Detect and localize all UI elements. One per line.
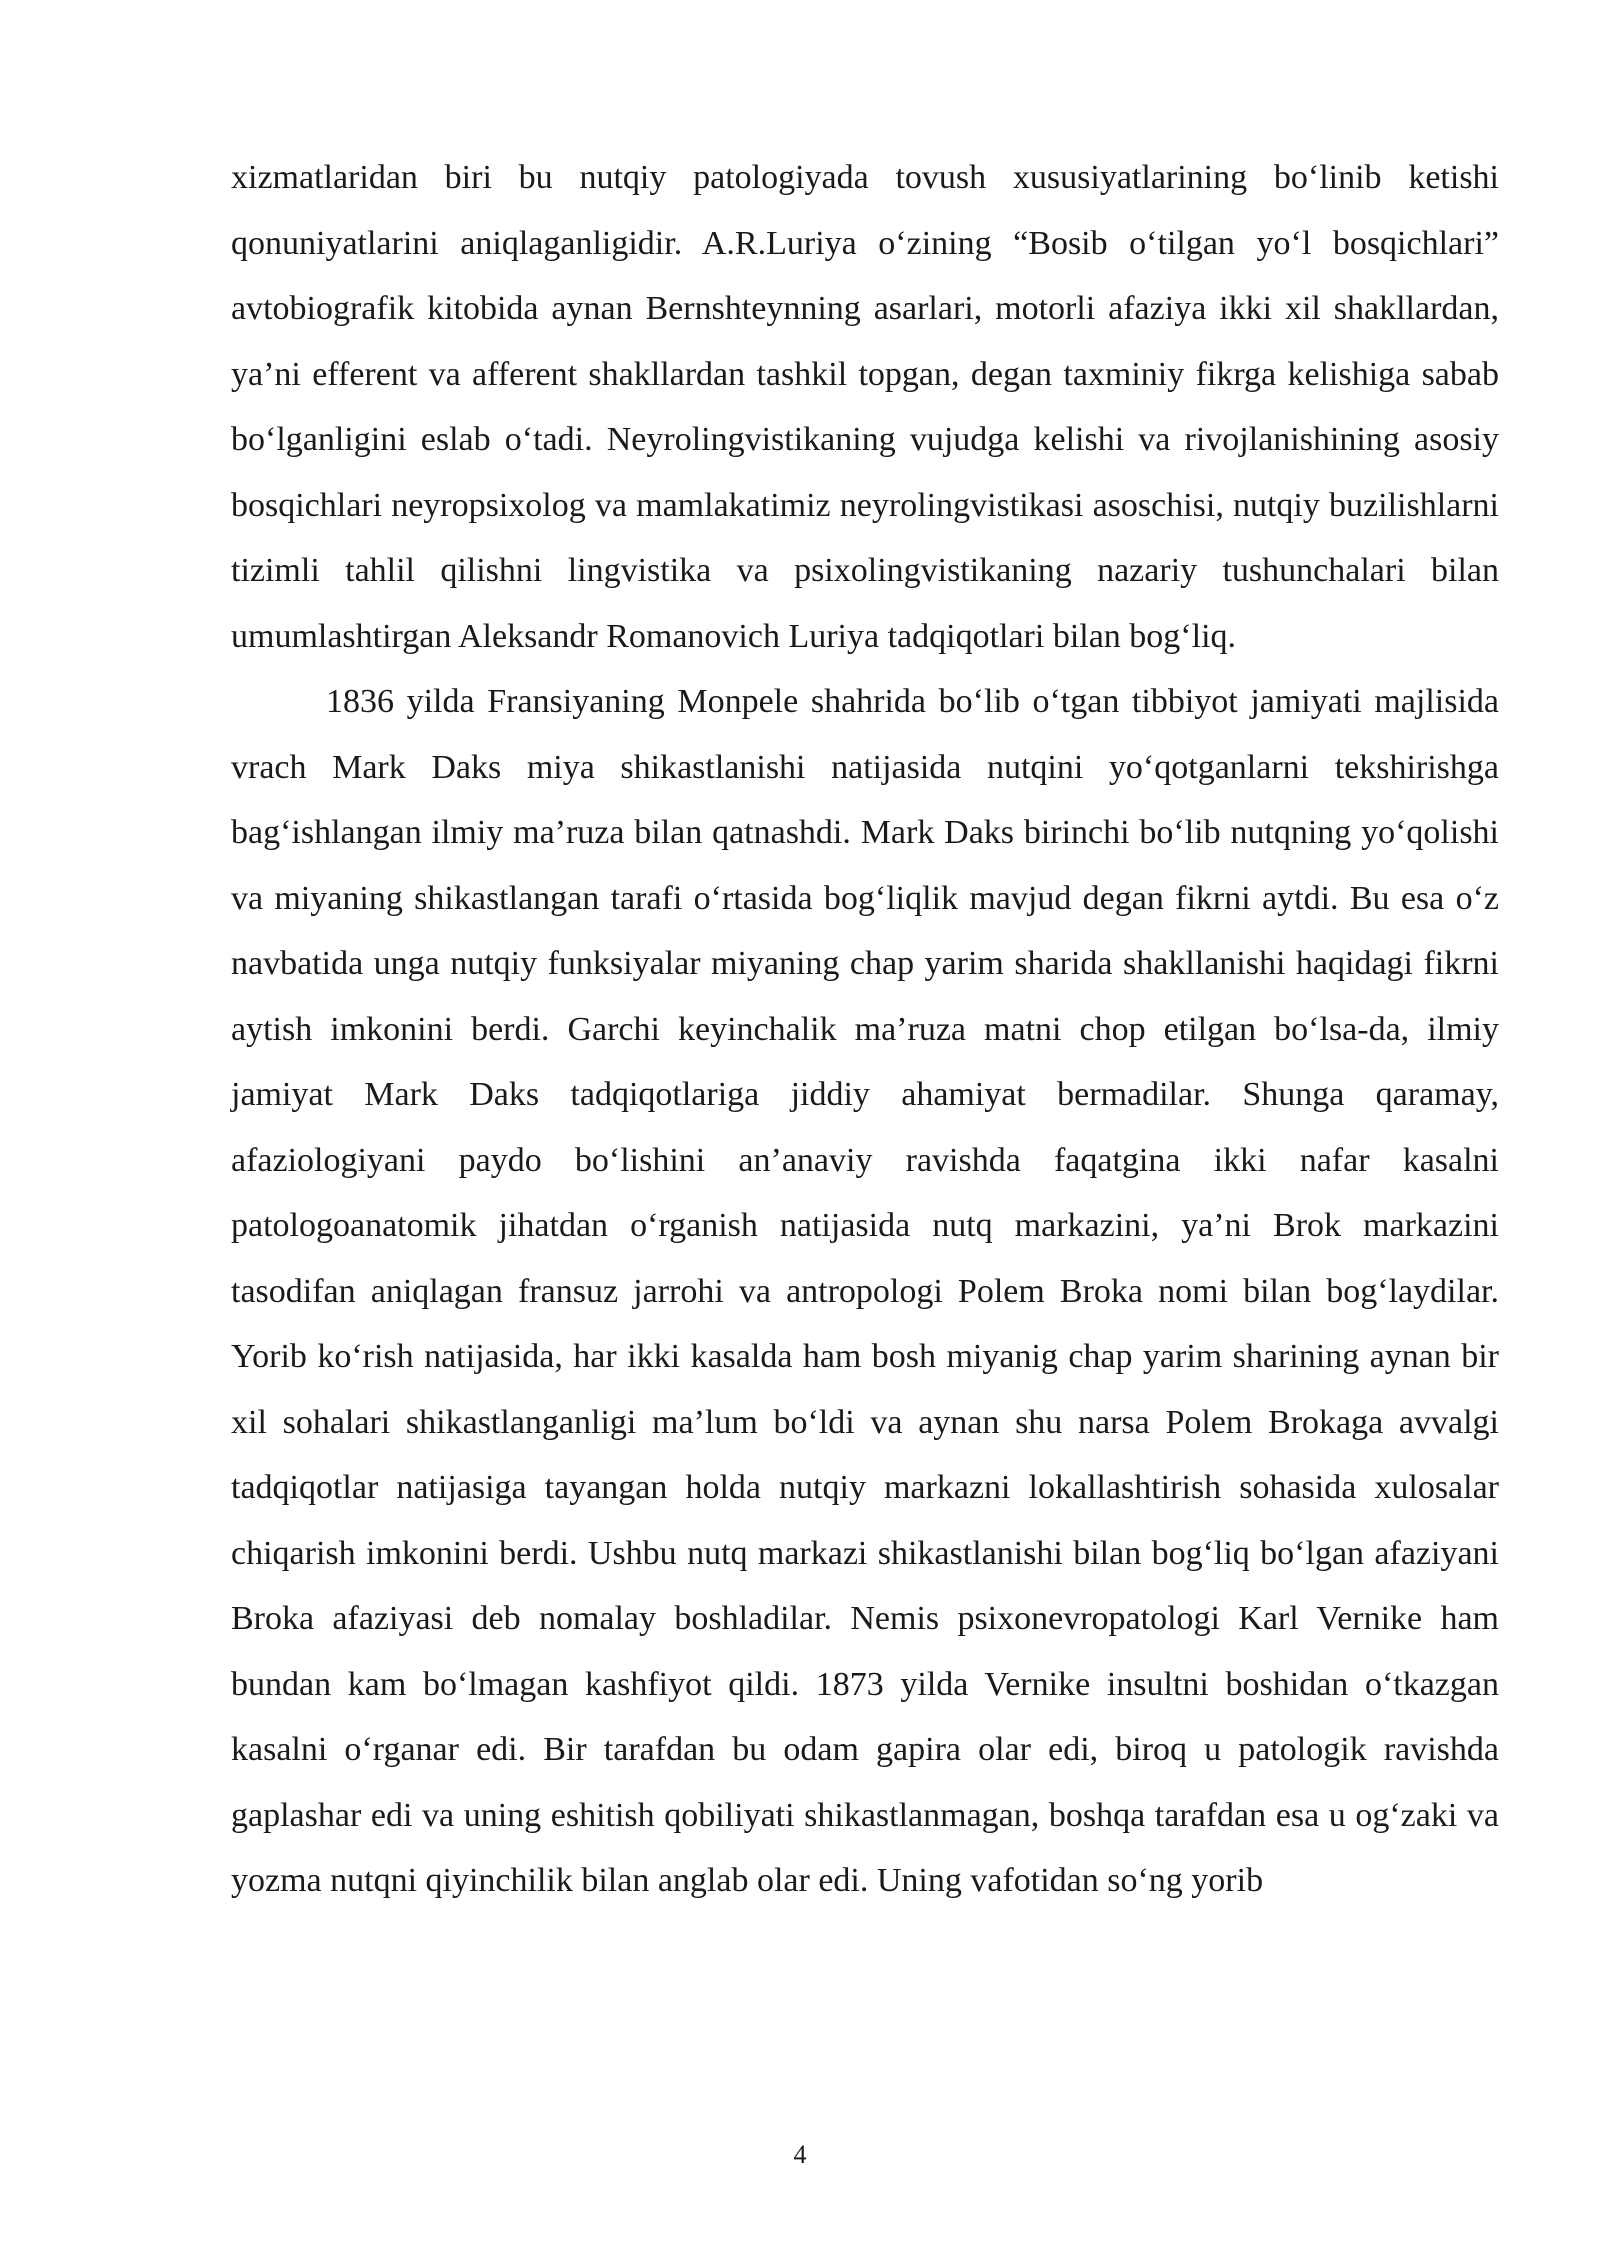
- paragraph-2: 1836 yilda Fransiyaning Monpele shahrida bo‘lib o‘tgan tibbiyot jamiyati majlisida vrach Mark Daks miya shikastlanishi natijasida nutqini yo‘qotganlarni tekshirishga bag‘ishlangan ilmiy ma’ruza bilan qatnashdi. Mark Daks birinchi bo‘lib nutqning yo‘qolishi va miyaning shikastlangan tarafi o‘rtasida bog‘liqlik mavjud degan fikrni aytdi. Bu esa o‘z navbatida unga nutqiy funksiyalar miyaning chap yarim sharida shakllanishi haqidagi fikrni aytish imkonini berdi. Garchi keyinchalik ma’ruza matni chop etilgan bo‘lsa-da, ilmiy jamiyat Mark Daks tadqiqotlariga jiddiy ahamiyat bermadilar. Shunga qaramay, afaziologiyani paydo bo‘lishini an’anaviy ravishda faqatgina ikki nafar kasalni patologoanatomik jihatdan o‘rganish natijasida nutq markazini, ya’ni Brok markazini tasodifan aniqlagan fransuz jarrohi va antropologi Polem Broka nomi bilan bog‘laydilar. Yorib ko‘rish natijasida, har ikki kasalda ham bosh miyanig chap yarim sharining aynan bir xil sohalari shikastlanganligi ma’lum bo‘ldi va aynan shu narsa Polem Brokaga avvalgi tadqiqotlar natijasiga tayangan holda nutqiy markazni lokallashtirish sohasida xulosalar chiqarish imkonini berdi. Ushbu nutq markazi shikastlanishi bilan bog‘liq bo‘lgan afaziyani Broka afaziyasi deb nomalay boshladilar. Nemis psixonevropatologi Karl Vernike ham bundan kam bo‘lmagan kashfiyot qildi. 1873 yilda Vernike insultni boshidan o‘tkazgan kasalni o‘rganar edi. Bir tarafdan bu odam gapira olar edi, biroq u patologik ravishda gaplashar edi va uning eshitish qobiliyati shikastlanmagan, boshqa tarafdan esa u og‘zaki va yozma nutqni qiyinchilik bilan anglab olar edi. Uning vafotidan so‘ng yorib: [231, 683, 1499, 1899]
- page-number: 4: [793, 2140, 807, 2169]
- body-text: [231, 145, 1499, 1914]
- paragraph-1: xizmatlaridan biri bu nutqiy patologiyada tovush xususiyatlarining bo‘linib ketishi qonuniyatlarini aniqlaganligidir. A.R.Luriya o‘zining “Bosib o‘tilgan yo‘l bosqichlari” avtobiografik kitobida aynan Bernshteynning asarlari, motorli afaziya ikki xil shakllardan, ya’ni efferent va afferent shakllardan tashkil topgan, degan taxminiy fikrga kelishiga sabab bo‘lganligini eslab o‘tadi. Neyrolingvistikaning vujudga kelishi va rivojlanishining asosiy bosqichlari neyropsixolog va mamlakatimiz neyrolingvistikasi asoschisi, nutqiy buzilishlarni tizimli tahlil qilishni lingvistika va psixolingvistikaning nazariy tushunchalari bilan umumlashtirgan Aleksandr Romanovich Luriya tadqiqotlari bilan bog‘liq.: [231, 159, 1499, 655]
